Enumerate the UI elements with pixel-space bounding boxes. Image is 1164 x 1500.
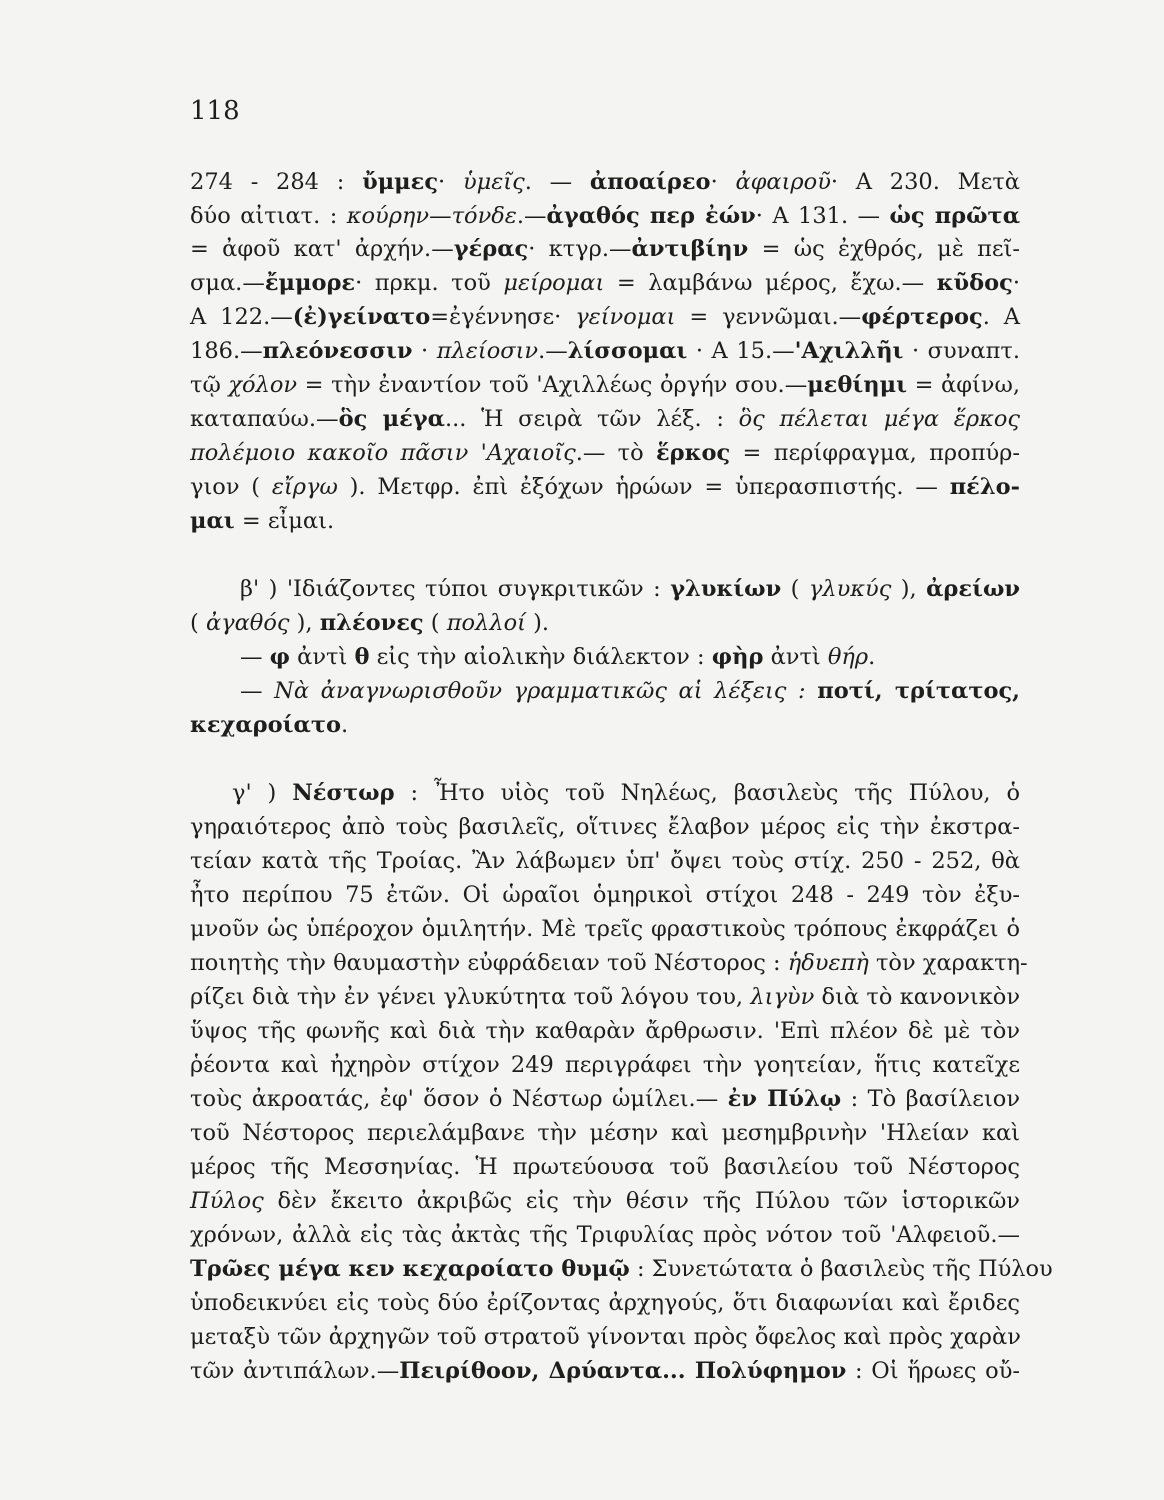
text-run: ὃς μέγα <box>338 406 445 432</box>
text-line <box>190 1020 1020 1043</box>
text-run: μεταξὺ τῶν ἀρχηγῶν τοῦ στρατοῦ γίνονται πρὸς ὄφελος καὶ πρὸς χαρὰν <box>190 1324 1021 1350</box>
text-line <box>190 1360 1020 1383</box>
text-line <box>190 510 1020 533</box>
text-run: . Α <box>982 304 1020 330</box>
text-run: τοῦ Νέστορος περιελάμβανε τὴν μέσην καὶ μεσημβρινὴν 'Ηλείαν καὶ <box>190 1120 1020 1146</box>
text-run: ὑμεῖς <box>462 169 525 195</box>
text-line <box>190 442 1020 465</box>
text-run: : Οἱ ἥρωες οὔ- <box>846 1358 1020 1384</box>
text-line <box>190 408 1020 431</box>
text-run: κῦδος <box>936 270 1013 296</box>
text-run: κεχαροίατο <box>190 712 341 738</box>
text-line <box>190 986 1020 1009</box>
text-line <box>190 884 1020 907</box>
text-run: Α 122.— <box>190 304 293 330</box>
text-run: ). <box>525 610 550 636</box>
text-run: φὴρ <box>711 644 764 670</box>
text-run: : Ἦτο υἱὸς τοῦ Νηλέως, βασιλεὺς τῆς Πύλου, ὁ <box>394 780 1020 806</box>
text-line <box>240 680 1020 703</box>
text-run: γείνομαι <box>575 304 676 330</box>
text-run: γλυκύς <box>808 576 892 602</box>
text-run: ποιητὴς τὴν θαυμαστὴν εὐφράδειαν τοῦ Νέστορος : <box>190 950 788 976</box>
text-run: τὸν χαρακτη- <box>868 950 1028 976</box>
text-run: =ἐγέννησε· <box>430 304 576 330</box>
text-run: τῷ <box>190 372 229 398</box>
text-run: τοὺς ἀκροατάς, ἐφ' ὅσον ὁ Νέστωρ ὡμίλει.— <box>190 1086 728 1112</box>
text-line <box>190 1292 1020 1315</box>
text-run: τείαν κατὰ τῆς Τροίας. Ἂν λάβωμεν ὑπ' ὄψει τοὺς στίχ. 250 - 252, θὰ <box>190 848 1020 874</box>
text-run: : Συνετώτατα ὁ βασιλεὺς τῆς Πύλου <box>629 1256 1053 1282</box>
text-run: πλείοσιν <box>436 338 539 364</box>
text-run: καταπαύω.— <box>190 406 339 432</box>
text-run: φέρτερος <box>861 304 983 330</box>
text-run: · Α 15.— <box>687 338 795 364</box>
text-run: ( <box>423 610 447 636</box>
text-run: ἀντὶ <box>763 644 828 670</box>
text-run: 186.— <box>190 338 263 364</box>
text-line <box>190 306 1020 329</box>
text-run: μαι <box>190 508 235 534</box>
text-run: Πειρίθοον, Δρύαντα... Πολύφημον <box>399 1358 847 1384</box>
text-run: · Α 230. Μετὰ <box>830 169 1020 195</box>
text-line <box>190 1122 1020 1145</box>
text-run: Τρῶες μέγα κεν κεχαροίατο θυμῷ <box>190 1256 630 1282</box>
text-run: .— <box>516 203 547 229</box>
text-run: = εἶμαι. <box>234 508 335 534</box>
text-run: ). Μετφρ. ἐπὶ ἐξόχων ἡρώων = ὑπερασπιστής. — <box>337 474 950 500</box>
text-run: = περίφραγμα, προπύρ- <box>730 440 1020 466</box>
text-run: · Α 131. — <box>755 203 890 229</box>
text-run: ἕρκος <box>656 440 731 466</box>
text-line <box>190 205 1020 228</box>
text-run: δύο αἰτιατ. : <box>190 203 347 229</box>
text-run: χόλον <box>228 372 298 398</box>
text-run: γιον ( <box>190 474 272 500</box>
text-line <box>190 1256 1053 1282</box>
text-run: λίσσομαι <box>567 338 688 364</box>
text-line <box>240 646 1020 669</box>
page-number: 118 <box>190 96 240 126</box>
text-run: (ἐ)γείνατο <box>292 304 431 330</box>
text-line <box>190 374 1020 397</box>
text-run: ἡδυεπὴ <box>787 950 869 976</box>
text-line <box>190 1224 1020 1247</box>
text-line <box>190 950 1028 976</box>
text-run: . <box>868 644 876 670</box>
text-line <box>190 171 1020 194</box>
text-run: Πύλος <box>190 1188 264 1214</box>
text-run: πολέμοιο κακοῖο πᾶσιν 'Αχαιοῖς <box>190 440 576 466</box>
text-line <box>190 340 1020 363</box>
text-run: : Τὸ βασίλειον <box>841 1086 1020 1112</box>
text-run: · κτγρ.— <box>528 236 632 262</box>
text-run: φ <box>269 644 291 670</box>
text-run: ἀγαθός <box>205 610 290 636</box>
text-run: εἰς τὴν αἰολικὴν διάλεκτον : <box>369 644 712 670</box>
text-run: ὃς πέλεται μέγα ἕρκος <box>738 406 1021 432</box>
text-run: μέρος τῆς Μεσσηνίας. Ἡ πρωτεύουσα τοῦ βασιλείου τοῦ Νέστορος <box>190 1154 1020 1180</box>
text-run: = ἀφίνω, <box>906 372 1020 398</box>
text-line <box>190 272 1020 295</box>
text-run <box>806 678 818 704</box>
text-line <box>190 1088 1020 1111</box>
text-run: β' ) 'Ιδιάζοντες τύποι συγκριτικῶν : <box>240 576 671 602</box>
text-run: μεθίημι <box>807 372 907 398</box>
text-line <box>190 612 1020 635</box>
text-run: ὡς πρῶτα <box>889 203 1021 229</box>
text-line <box>190 850 1020 873</box>
text-run: ), <box>891 576 927 602</box>
text-run: ... Ἡ σειρὰ τῶν λέξ. : <box>444 406 739 432</box>
text-run: ἀντὶ <box>290 644 355 670</box>
text-line <box>190 1326 1020 1349</box>
text-run: · <box>710 169 736 195</box>
text-run: λιγὺν <box>750 984 815 1010</box>
text-line <box>190 1156 1020 1179</box>
text-run: ἔμμορε <box>264 270 356 296</box>
text-run: ὔμμες <box>362 169 439 195</box>
text-run: .— <box>538 338 568 364</box>
text-line <box>232 782 1020 805</box>
text-run: = λαμβάνω μέρος, ἔχω.— <box>604 270 937 296</box>
text-run: ἀντιβίην <box>631 236 749 262</box>
text-run: γ' ) <box>232 780 293 806</box>
text-run: ἀποαίρεο <box>589 169 711 195</box>
text-run: ἀρείων <box>926 576 1020 602</box>
text-line <box>190 476 1020 499</box>
text-run: τῶν ἀντιπάλων.— <box>190 1358 400 1384</box>
text-run: ), <box>289 610 320 636</box>
text-run: θ <box>354 644 370 670</box>
text-run: . <box>340 712 349 738</box>
text-run: = γεννῶμαι.— <box>675 304 862 330</box>
text-run: .— τὸ <box>575 440 656 466</box>
text-run: θήρ <box>827 644 869 670</box>
text-run: ἦτο περίπου 75 ἐτῶν. Οἱ ὡραῖοι ὁμηρικοὶ στίχοι 248 - 249 τὸν ἐξυ- <box>190 882 1020 908</box>
text-run: = ὡς ἐχθρός, μὲ πεῖ- <box>748 236 1020 262</box>
text-run: ( <box>781 576 809 602</box>
text-run: διὰ τὸ κανονικὸν <box>814 984 1020 1010</box>
text-run: ποτί, τρίτατος, <box>817 678 1020 704</box>
text-run: χρόνων, ἀλλὰ εἰς τὰς ἀκτὰς τῆς Τριφυλίας πρὸς νότον τοῦ 'Αλφειοῦ.— <box>190 1222 1020 1248</box>
text-run: γλυκίων <box>670 576 782 602</box>
text-run: μνοῦν ὡς ὑπέροχον ὁμιλητήν. Μὲ τρεῖς φραστικοὺς τρόπους ἐκφράζει ὁ <box>190 916 1020 942</box>
text-run: ρίζει διὰ τὴν ἐν γένει γλυκύτητα τοῦ λόγου του, <box>190 984 751 1010</box>
text-run: Νέστωρ <box>292 780 395 806</box>
text-run: — <box>240 678 275 704</box>
text-run: · <box>1012 270 1020 296</box>
text-run: ὑποδεικνύει εἰς τοὺς δύο ἐρίζοντας ἀρχηγούς, ὅτι διαφωνίαι καὶ ἔριδες <box>190 1290 1020 1316</box>
text-run: ῥέοντα καὶ ἠχηρὸν στίχον 249 περιγράφει τὴν γοητείαν, ἥτις κατεῖχε <box>190 1052 1020 1078</box>
text-run: σμα.— <box>190 270 265 296</box>
text-run: ἀγαθός περ ἐών <box>546 203 756 229</box>
text-run: Νὰ ἀναγνωρισθοῦν γραμματικῶς αἱ λέξεις : <box>274 678 806 704</box>
text-run: · <box>438 169 463 195</box>
text-line <box>190 918 1020 941</box>
text-line <box>190 714 1020 737</box>
text-run: γέρας <box>453 236 529 262</box>
text-run: γηραιότερος ἀπὸ τοὺς βασιλεῖς, οἵτινες ἔλαβον μέρος εἰς τὴν ἐκστρα- <box>190 814 1020 840</box>
text-run: · συναπτ. <box>903 338 1020 364</box>
text-run: . — <box>524 169 590 195</box>
text-run: ὕψος τῆς φωνῆς καὶ διὰ τὴν καθαρὰν ἄρθρωσιν. 'Επὶ πλέον δὲ μὲ τὸν <box>190 1018 1020 1044</box>
text-run: 'Αχιλλῆι <box>794 338 904 364</box>
text-run: · <box>412 338 437 364</box>
text-run: ( <box>190 610 206 636</box>
text-run: δὲν ἔκειτο ἀκριβῶς εἰς τὴν θέσιν τῆς Πύλου τῶν ἱστορικῶν <box>263 1188 1020 1214</box>
text-run: κούρην—τόνδε <box>346 203 517 229</box>
text-line <box>190 1054 1020 1077</box>
text-run: πολλοί <box>446 610 526 636</box>
text-run: ἐν Πύλῳ <box>727 1086 842 1112</box>
text-run: πλεόνεσσιν <box>262 338 413 364</box>
text-run: = ἀφοῦ κατ' ἀρχήν.— <box>190 236 454 262</box>
text-run: = τὴν ἐναντίον τοῦ 'Αχιλλέως ὀργήν σου.— <box>297 372 808 398</box>
text-run: 274 - 284 : <box>190 169 363 195</box>
text-run: πλέονες <box>319 610 424 636</box>
text-line <box>190 816 1020 839</box>
text-line <box>240 578 1020 601</box>
text-run: ἀφαιροῦ <box>735 169 831 195</box>
text-run: μείρομαι <box>503 270 605 296</box>
text-run: · πρκμ. τοῦ <box>355 270 504 296</box>
text-run: — <box>240 644 270 670</box>
text-run: πέλο- <box>949 474 1020 500</box>
text-line <box>190 238 1020 261</box>
text-line <box>190 1190 1020 1213</box>
text-run: εἴργω <box>271 474 338 500</box>
